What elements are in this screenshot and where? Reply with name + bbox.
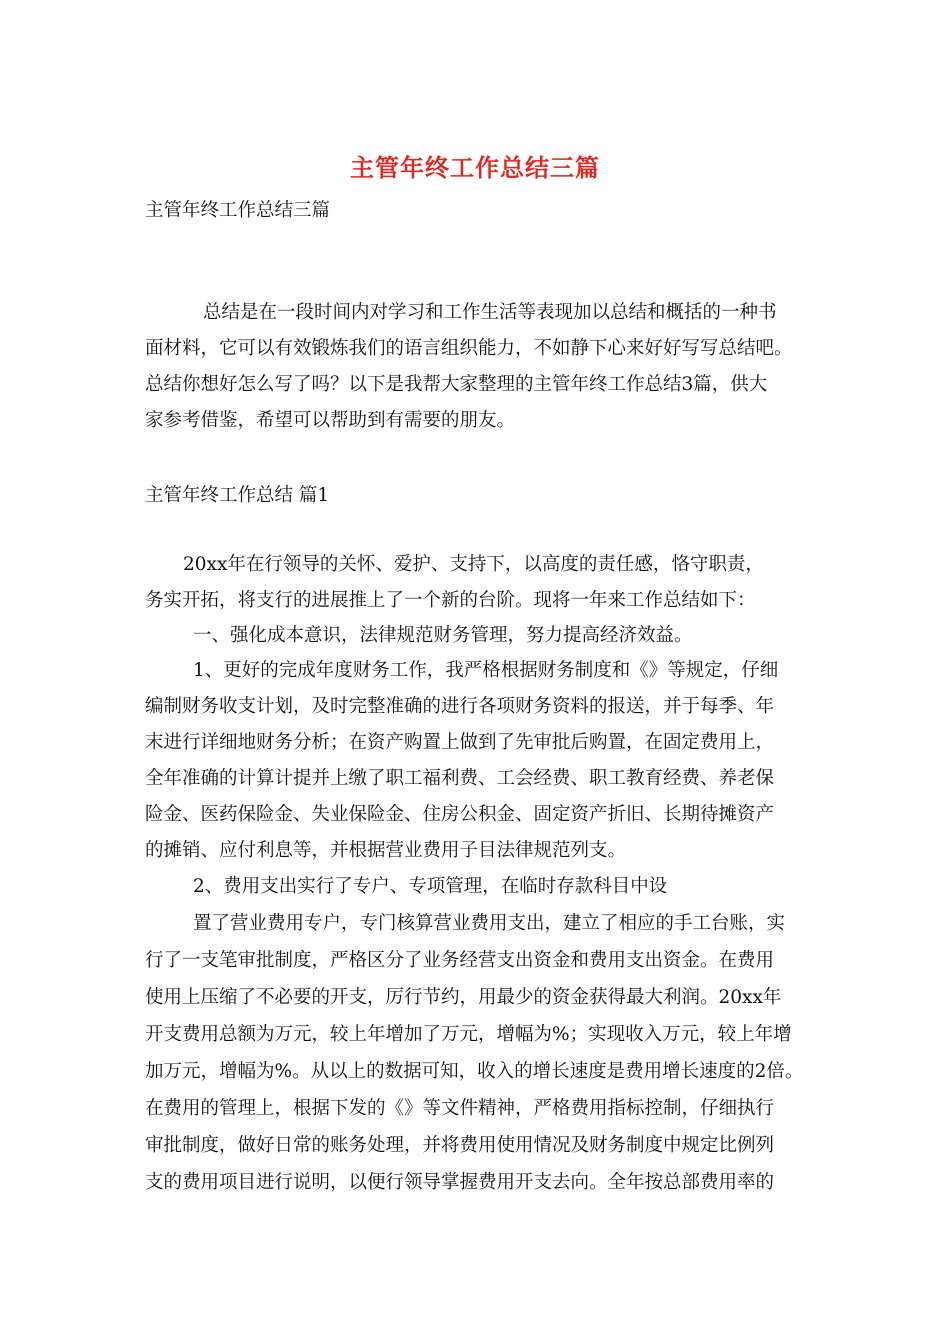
- body-line: 置了营业费用专户，专门核算营业费用支出，建立了相应的手工台账，实: [193, 913, 786, 934]
- intro-line: 总结是在一段时间内对学习和工作生活等表现加以总结和概括的一种书: [203, 302, 777, 323]
- body-line: 使用上压缩了不必要的开支，厉行节约，用最少的资金获得最大利润。20xx年: [145, 987, 782, 1008]
- intro-line: 家参考借鉴，希望可以帮助到有需要的朋友。: [145, 410, 516, 431]
- document-subtitle: 主管年终工作总结三篇: [145, 200, 331, 221]
- section-heading: 主管年终工作总结 篇1: [145, 485, 330, 506]
- intro-line: 总结你想好怎么写了吗？以下是我帮大家整理的主管年终工作总结3篇，供大: [145, 374, 768, 395]
- body-line: 末进行详细地财务分析；在资产购置上做到了先审批后购置，在固定费用上，: [145, 732, 775, 753]
- intro-line: 面材料，它可以有效锻炼我们的语言组织能力，不如静下心来好好写写总结吧。: [145, 338, 793, 359]
- body-line: 2、费用支出实行了专户、专项管理，在临时存款科目中设: [193, 876, 668, 897]
- body-line: 开支费用总额为万元，较上年增加了万元，增幅为%；实现收入万元，较上年增: [145, 1024, 792, 1045]
- body-line: 在费用的管理上，根据下发的《》等文件精神，严格费用指标控制，仔细执行: [145, 1098, 775, 1119]
- body-line: 加万元，增幅为%。从以上的数据可知，收入的增长速度是费用增长速度的2倍。: [145, 1061, 804, 1082]
- body-line: 支的费用项目进行说明，以便行领导掌握费用开支去向。全年按总部费用率的: [145, 1172, 775, 1193]
- body-line: 审批制度，做好日常的账务处理，并将费用使用情况及财务制度中规定比例列: [145, 1135, 775, 1156]
- body-line: 的摊销、应付利息等，并根据营业费用子目法律规范列支。: [145, 840, 627, 861]
- document-title: 主管年终工作总结三篇: [350, 153, 600, 182]
- body-line: 一、强化成本意识，法律规范财务管理，努力提高经济效益。: [193, 625, 693, 646]
- body-line: 行了一支笔审批制度，严格区分了业务经营支出资金和费用支出资金。在费用: [145, 950, 775, 971]
- body-line: 险金、医药保险金、失业保险金、住房公积金、固定资产折旧、长期待摊资产: [145, 804, 775, 825]
- body-line: 务实开拓，将支行的进展推上了一个新的台阶。现将一年来工作总结如下：: [145, 590, 756, 611]
- body-line: 20xx年在行领导的关怀、爱护、支持下，以高度的责任感，恪守职责，: [183, 554, 764, 575]
- body-line: 1、更好的完成年度财务工作，我严格根据财务制度和《》等规定，仔细: [193, 660, 779, 681]
- body-line: 编制财务收支计划，及时完整准确的进行各项财务资料的报送，并于每季、年: [145, 696, 775, 717]
- body-line: 全年准确的计算计提并上缴了职工福利费、工会经费、职工教育经费、养老保: [145, 768, 775, 789]
